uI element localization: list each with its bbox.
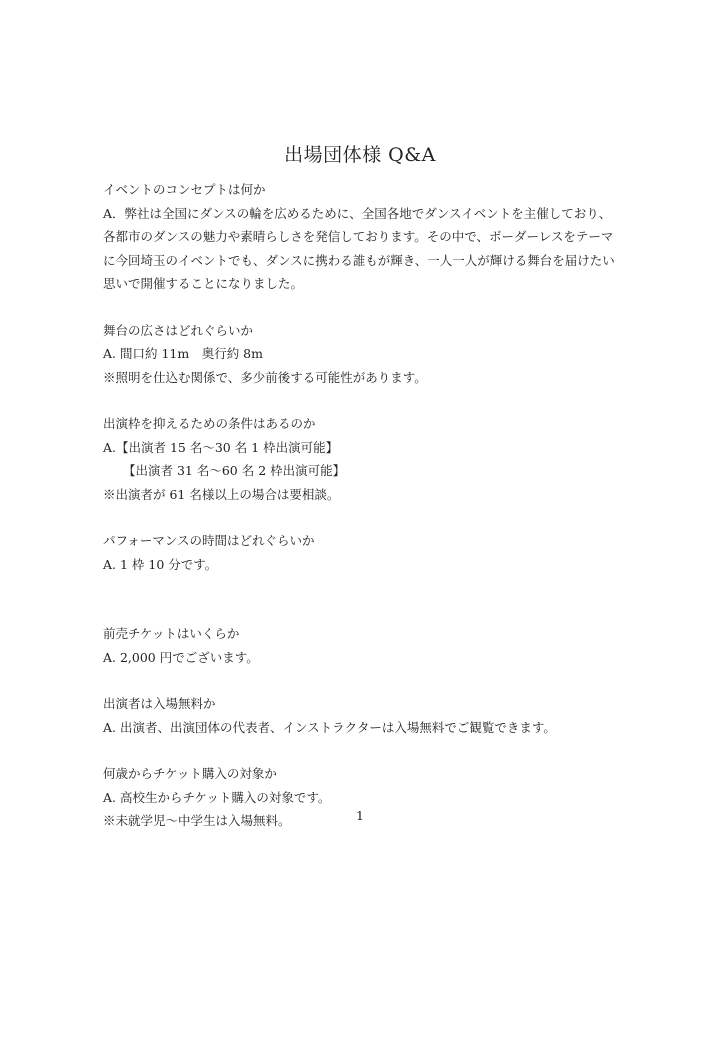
question-text: 出演枠を抑えるための条件はあるのか xyxy=(103,416,316,431)
qa-item-concept xyxy=(103,178,623,296)
qa-item-performance-time xyxy=(103,529,623,576)
answer-line: ※出演者が 61 名様以上の場合は要相談。 xyxy=(103,486,340,502)
question-text: 前売チケットはいくらか xyxy=(103,626,240,641)
spacer xyxy=(103,389,623,412)
answer-line: A. 間口約 11m 奥行約 8m xyxy=(103,346,263,361)
qa-item-performer-admission xyxy=(103,692,623,739)
answer-line: A. 出演者、出演団体の代表者、インストラクターは入場無料でご観覧できます。 xyxy=(103,719,556,735)
question-text: 出演者は入場無料か xyxy=(103,696,216,711)
answer-line: A．弊社は全国にダンスの輪を広めるために、全国各地でダンスイベントを主催しており、 xyxy=(103,205,612,221)
question-text: パフォーマンスの時間はどれぐらいか xyxy=(103,533,315,548)
answer-line: A. 高校生からチケット購入の対象です。 xyxy=(103,789,331,805)
spacer xyxy=(103,739,623,762)
question-text: 舞台の広さはどれぐらいか xyxy=(103,322,254,338)
spacer xyxy=(103,669,623,692)
answer-line: A. 2,000 円でございます。 xyxy=(103,649,259,665)
answer-line: A.【出演者 15 名～30 名 1 枠出演可能】 xyxy=(103,439,339,455)
question-text: 何歳からチケット購入の対象か xyxy=(103,766,277,781)
answer-line: 各都市のダンスの魅力や素晴らしさを発信しております。その中で、ボーダーレスをテーマ xyxy=(103,229,614,244)
qa-content xyxy=(103,178,623,833)
answer-line: ※未就学児～中学生は入場無料。 xyxy=(103,813,291,828)
answer-line: に今回埼玉のイベントでも、ダンスに携わる誰もが輝き、一人一人が輝ける舞台を届けたい xyxy=(103,252,615,268)
qa-item-ticket-price xyxy=(103,622,623,669)
spacer xyxy=(103,506,623,529)
answer-line: ※照明を仕込む関係で、多少前後する可能性があります。 xyxy=(103,369,427,385)
page-number: 1 xyxy=(356,808,364,823)
qa-item-slot-conditions xyxy=(103,412,623,506)
question-text: イベントのコンセプトは何か xyxy=(103,182,266,197)
qa-item-stage-size xyxy=(103,319,623,390)
answer-line: 思いで開催することになりました。 xyxy=(103,276,304,291)
answer-line: A. 1 枠 10 分です。 xyxy=(103,556,218,572)
page-title: 出場団体様 Q&A xyxy=(284,144,436,166)
spacer xyxy=(103,296,623,319)
answer-line: 【出演者 31 名～60 名 2 枠出演可能】 xyxy=(123,463,346,478)
spacer xyxy=(103,576,623,622)
